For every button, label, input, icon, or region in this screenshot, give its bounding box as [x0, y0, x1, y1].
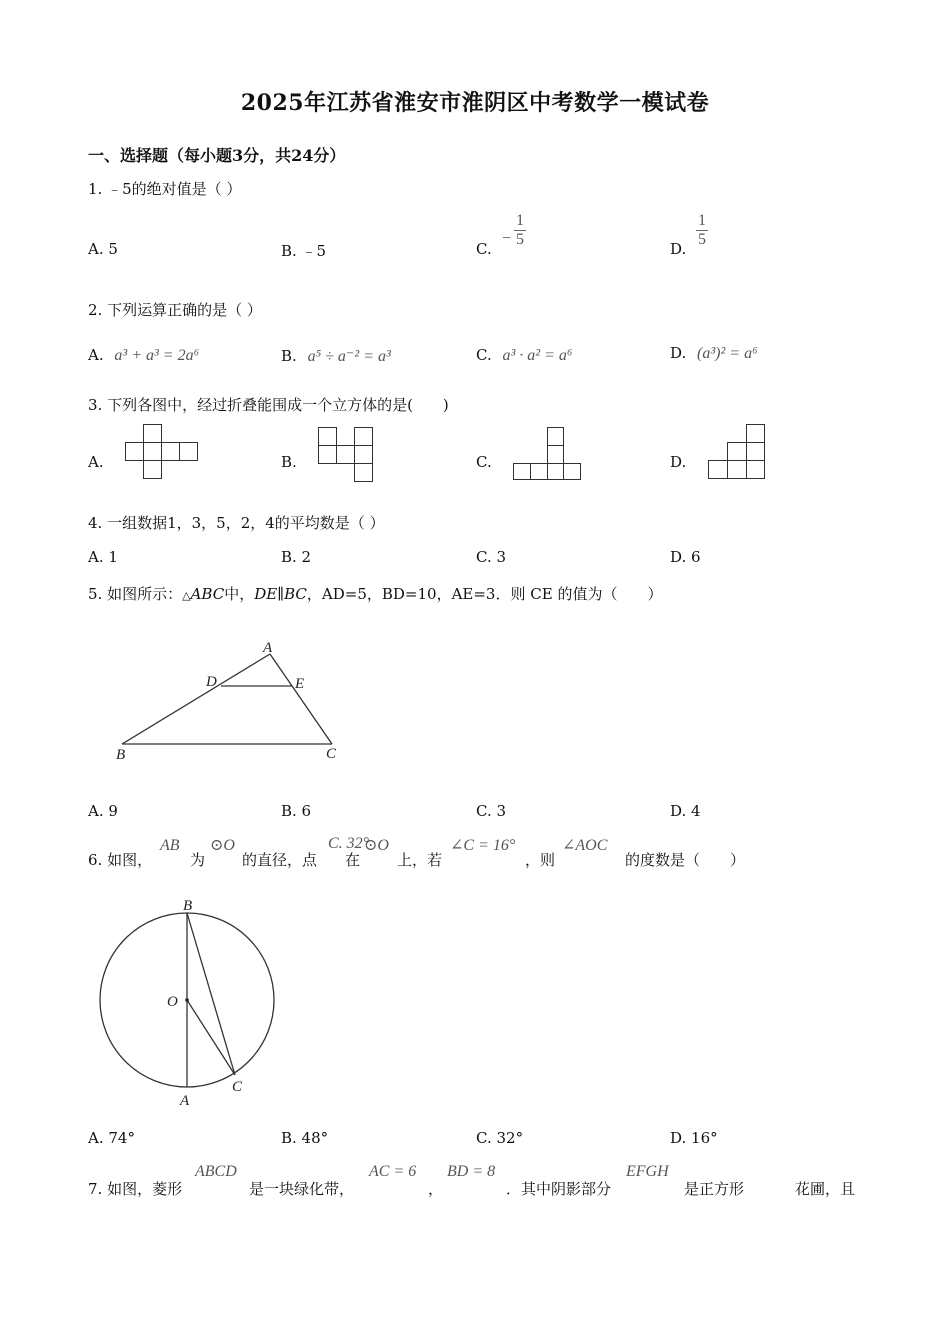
q3-option-c: C.: [476, 453, 492, 471]
q5-triangle-figure: [100, 636, 360, 766]
q2-option-d: [670, 344, 758, 363]
q7-text-1: 是一块绿化带，: [249, 1180, 355, 1198]
q2-option-b: [281, 346, 391, 366]
q5-de: DE: [254, 585, 278, 603]
q5-label-c: C: [326, 746, 337, 762]
q7-efgh: EFGH: [626, 1163, 669, 1180]
q1-option-d-label: D.: [670, 240, 687, 258]
q6-option-c: C. 32°: [476, 1129, 524, 1147]
q2-option-b-label: B.: [281, 347, 297, 365]
q3-net-c: [513, 427, 583, 483]
q5-side-ab: [122, 654, 270, 744]
q6-center-dot: [185, 998, 189, 1002]
q6-circle-o-1: ⊙O: [210, 837, 235, 854]
q5-label-e: E: [295, 676, 305, 692]
q7-ac: AC = 6: [369, 1163, 417, 1180]
q6-text-2: 的直径，点: [242, 851, 318, 869]
q1-option-c-sign: −: [502, 230, 512, 247]
q7-text-3: 是正方形: [684, 1180, 745, 1198]
q5-stem-mid: 中，: [224, 585, 255, 603]
question-2-stem: 2. 下列运算正确的是（ ）: [88, 301, 262, 319]
page-title: 2025年江苏省淮安市淮阴区中考数学一模试卷: [240, 90, 710, 116]
q5-side-ac: [270, 654, 332, 744]
q7-text-4: 花圃，且: [795, 1180, 856, 1198]
q7-bd: BD = 8: [447, 1163, 496, 1180]
q6-label-b: B: [183, 898, 193, 914]
q5-parallel: ∥: [277, 585, 285, 603]
q2-option-c-expr: a³ · a² = a⁶: [502, 347, 573, 364]
q6-angle-aoc: ∠AOC: [562, 837, 608, 854]
q5-option-c: C. 3: [476, 802, 507, 820]
q6-ab: AB: [160, 837, 180, 854]
question-3-stem: 3. 下列各图中，经过折叠能围成一个立方体的是( ): [88, 396, 449, 414]
q7-abcd: ABCD: [195, 1163, 237, 1180]
q5-stem-pre: 5. 如图所示：: [88, 585, 183, 603]
q7-comma: ，: [428, 1180, 444, 1198]
q5-label-b: B: [116, 747, 126, 763]
q1-option-c: [476, 212, 524, 258]
q2-option-a: [88, 346, 199, 365]
q2-option-d-expr: (a³)² = a⁶: [697, 345, 758, 362]
q6-point-c: C. 32°: [328, 835, 370, 852]
q3-option-b: B.: [281, 453, 297, 471]
q1-option-d-numerator: 1: [698, 212, 706, 229]
q6-label-o: O: [167, 994, 178, 1010]
question-7-stem-pre: 7. 如图，菱形: [88, 1180, 183, 1198]
q6-chord-bc: [187, 913, 235, 1075]
q6-label-c: C: [232, 1079, 243, 1095]
q1-option-c-denominator: 5: [516, 231, 524, 248]
q5-abc: ABC: [190, 585, 225, 603]
q6-option-d: D. 16°: [670, 1129, 718, 1147]
q5-stem-rest: ，AD=5，BD=10，AE=3．则 CE 的值为（ ）: [306, 585, 663, 603]
q2-option-a-label: A.: [88, 346, 104, 364]
question-4-stem: 4. 一组数据1，3，5，2，4的平均数是（ ）: [88, 514, 385, 532]
q4-option-a: A. 1: [88, 548, 118, 566]
q1-option-b: B. ﹣5: [281, 242, 327, 260]
question-1-stem: 1. ﹣5的绝对值是（ ）: [88, 180, 242, 198]
q2-option-c-label: C.: [476, 346, 492, 364]
q5-option-a: A. 9: [88, 802, 118, 820]
q4-option-b: B. 2: [281, 548, 312, 566]
q5-label-d: D: [206, 674, 217, 690]
q6-circle-o-2: ⊙O: [364, 837, 389, 854]
section-heading: 一、选择题（每小题3分，共24分）: [88, 146, 346, 165]
q4-option-c: C. 3: [476, 548, 507, 566]
q6-text-6: 的度数是（ ）: [625, 851, 746, 869]
q6-option-a: A. 74°: [88, 1129, 135, 1147]
q6-label-a: A: [180, 1093, 190, 1109]
q2-option-b-expr: a⁵ ÷ a⁻² = a³: [307, 348, 391, 365]
q1-option-c-fraction: [502, 212, 526, 249]
q3-net-b: [318, 427, 374, 483]
q1-option-c-numerator: 1: [516, 212, 524, 229]
question-5-stem: [88, 583, 662, 604]
q1-option-c-label: C.: [476, 240, 492, 258]
q3-net-a: [125, 424, 201, 480]
q6-circle-figure: [95, 895, 285, 1115]
q6-option-b: B. 48°: [281, 1129, 329, 1147]
q4-option-d: D. 6: [670, 548, 701, 566]
q2-option-c: [476, 346, 572, 365]
q5-bc: BC: [284, 585, 307, 603]
q1-option-a: A. 5: [88, 240, 118, 258]
q6-text-1: 为: [190, 851, 206, 869]
q6-text-3: 在: [345, 851, 361, 869]
q1-option-d: [670, 212, 706, 258]
q3-option-d: D.: [670, 453, 687, 471]
q2-option-d-label: D.: [670, 344, 687, 362]
q5-triangle-symbol: △: [182, 589, 191, 602]
q5-option-d: D. 4: [670, 802, 701, 820]
q1-option-d-fraction: [696, 212, 708, 249]
question-6-stem-pre: 6. 如图，: [88, 851, 153, 869]
q6-angle-c: ∠C = 16°: [450, 837, 516, 854]
q3-net-d: [708, 424, 768, 482]
q2-option-a-expr: a³ + a³ = 2a⁶: [114, 347, 200, 364]
q1-option-d-denominator: 5: [698, 231, 706, 248]
q5-label-a: A: [263, 640, 273, 656]
q5-option-b: B. 6: [281, 802, 312, 820]
q6-text-5: ，则: [525, 851, 556, 869]
q3-option-a: A.: [88, 453, 104, 471]
q6-radius-oc: [187, 1000, 235, 1075]
q7-text-2: ．其中阴影部分: [506, 1180, 612, 1198]
q6-text-4: 上，若: [397, 851, 443, 869]
